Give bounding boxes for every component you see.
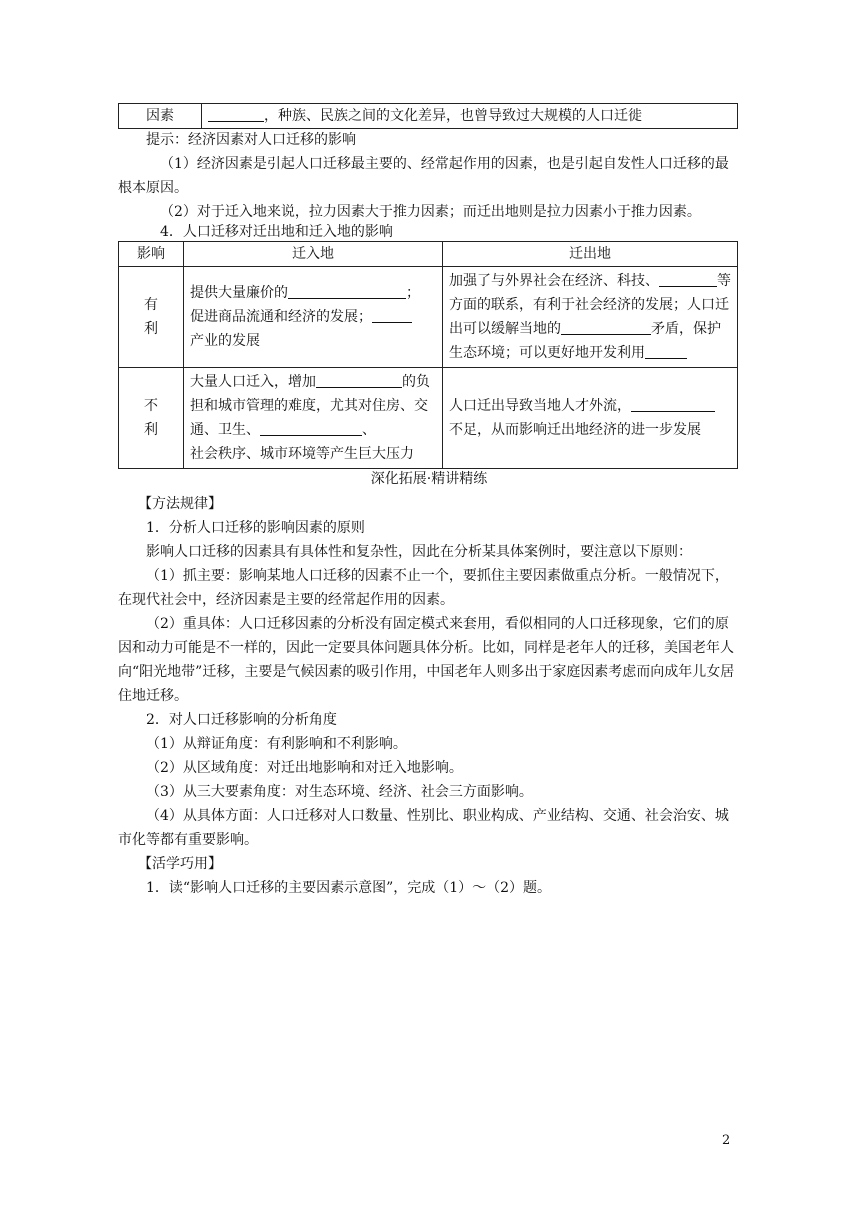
method-item-1-intro: 影响人口迁移的因素具有具体性和复杂性，因此在分析某具体案例时，要注意以下原则： (146, 544, 692, 560)
row-label-unfavorable (119, 368, 184, 469)
fill-blank[interactable] (316, 373, 402, 388)
fill-blank[interactable] (372, 308, 412, 323)
header-destination: 迁入地 (184, 242, 443, 267)
cell-text: 保护生态环境；可以更好地开发利用 (449, 321, 721, 361)
page-number: 2 (722, 1133, 731, 1148)
header-impact: 影响 (119, 242, 184, 267)
table-row-favorable (119, 267, 738, 368)
fill-blank[interactable] (208, 107, 264, 122)
fill-blank[interactable] (260, 421, 362, 436)
table-row (119, 104, 738, 129)
fill-blank[interactable] (659, 272, 717, 287)
cell-text: 大量人口迁入，增加 (190, 374, 316, 390)
cell-text: 矛盾， (651, 321, 693, 337)
factor-key-cell: 因素 (119, 104, 202, 129)
cell-text: 促进商品流通和经济的发展； (190, 309, 372, 325)
method-item-2-point-2: （2）从区域角度：对迁出地影响和对迁入地影响。 (146, 760, 463, 776)
method-item-1-title: 1．分析人口迁移的影响因素的原则 (146, 520, 365, 536)
hint-paragraph-1: （1）经济因素是引起人口迁移最主要的、经常起作用的因素，也是引起自发性人口迁移的最根本原因。 (118, 156, 729, 196)
hint-title: 提示：经济因素对人口迁移的影响 (146, 132, 356, 148)
method-item-1-point-1: （1）抓主要：影响某地人口迁移的因素不止一个，要抓住主要因素做重点分析。一般情况下，在现代社会中，经济因素是主要的经常起作用的因素。 (118, 568, 729, 608)
fill-blank[interactable] (645, 344, 687, 359)
cell-text: 等方面的联系，有利于社会经济的发展；人口迁出可以缓解当地的 (449, 273, 731, 337)
cell-text: 社会秩序、城市环境等产生巨大压力 (190, 446, 414, 462)
destination-unfavorable-cell (184, 368, 443, 469)
question-1: 1．读“影响人口迁移的主要因素示意图”，完成（1）～（2）题。 (146, 880, 552, 896)
migration-impact-table (118, 241, 738, 469)
header-origin: 迁出地 (443, 242, 738, 267)
row-label-text: 不 利 (144, 398, 158, 438)
factor-value-cell (202, 104, 738, 129)
cell-text: 的负担和城市管理的难度，尤其对住房、交通、卫生、 (190, 374, 430, 438)
cell-text: 提供大量廉价的 (190, 285, 288, 301)
factor-value-text: ，种族、民族之间的文化差异，也曾导致过大规模的人口迁徙 (264, 108, 642, 124)
cell-text: 产业的发展 (190, 333, 260, 349)
method-item-2-title: 2．对人口迁移影响的分析角度 (146, 712, 337, 728)
cell-text: 、 (362, 422, 376, 438)
method-heading: 【方法规律】 (138, 496, 222, 512)
apply-heading: 【活学巧用】 (138, 856, 222, 872)
origin-favorable-cell (443, 267, 738, 368)
method-item-1-point-2: （2）重具体：人口迁移因素的分析没有固定模式来套用，看似相同的人口迁移现象，它们的原因和动力可能是不一样的，因此一定要具体问题具体分析。比如，同样是老年人的迁移，美国老年人向“阳光地带”迁移，主要是气候因素的吸引作用，中国老年人则多出于家庭因素考虑而向成年儿女居住地迁移。 (118, 616, 735, 704)
cell-text: ； (406, 285, 420, 301)
cell-text: 加强了与外界社会在经济、科技、 (449, 273, 659, 289)
fill-blank[interactable] (561, 320, 651, 335)
hint-paragraph-2: （2）对于迁入地来说，拉力因素大于推力因素；而迁出地则是拉力因素小于推力因素。 (160, 204, 701, 220)
origin-unfavorable-cell (443, 368, 738, 469)
fill-blank[interactable] (288, 284, 406, 299)
table-header-row (119, 242, 738, 267)
method-item-2-point-3: （3）从三大要素角度：对生态环境、经济、社会三方面影响。 (146, 784, 533, 800)
method-item-2-point-4: （4）从具体方面：人口迁移对人口数量、性别比、职业构成、产业结构、交通、社会治安、城市化等都有重要影响。 (118, 808, 729, 848)
method-item-2-point-1: （1）从辩证角度：有利影响和不利影响。 (146, 736, 407, 752)
cell-text: 不足，从而影响迁出地经济的进一步发展 (449, 422, 701, 438)
row-label-favorable (119, 267, 184, 368)
section-4-title: 4．人口迁移对迁出地和迁入地的影响 (160, 224, 393, 240)
factor-table-fragment (118, 103, 738, 129)
destination-favorable-cell (184, 267, 443, 368)
fill-blank[interactable] (631, 397, 715, 412)
table-row-unfavorable (119, 368, 738, 469)
cell-text: 人口迁出导致当地人才外流， (449, 398, 631, 414)
section-heading: 深化拓展·精讲精练 (370, 471, 488, 487)
row-label-text: 有 利 (144, 297, 158, 337)
